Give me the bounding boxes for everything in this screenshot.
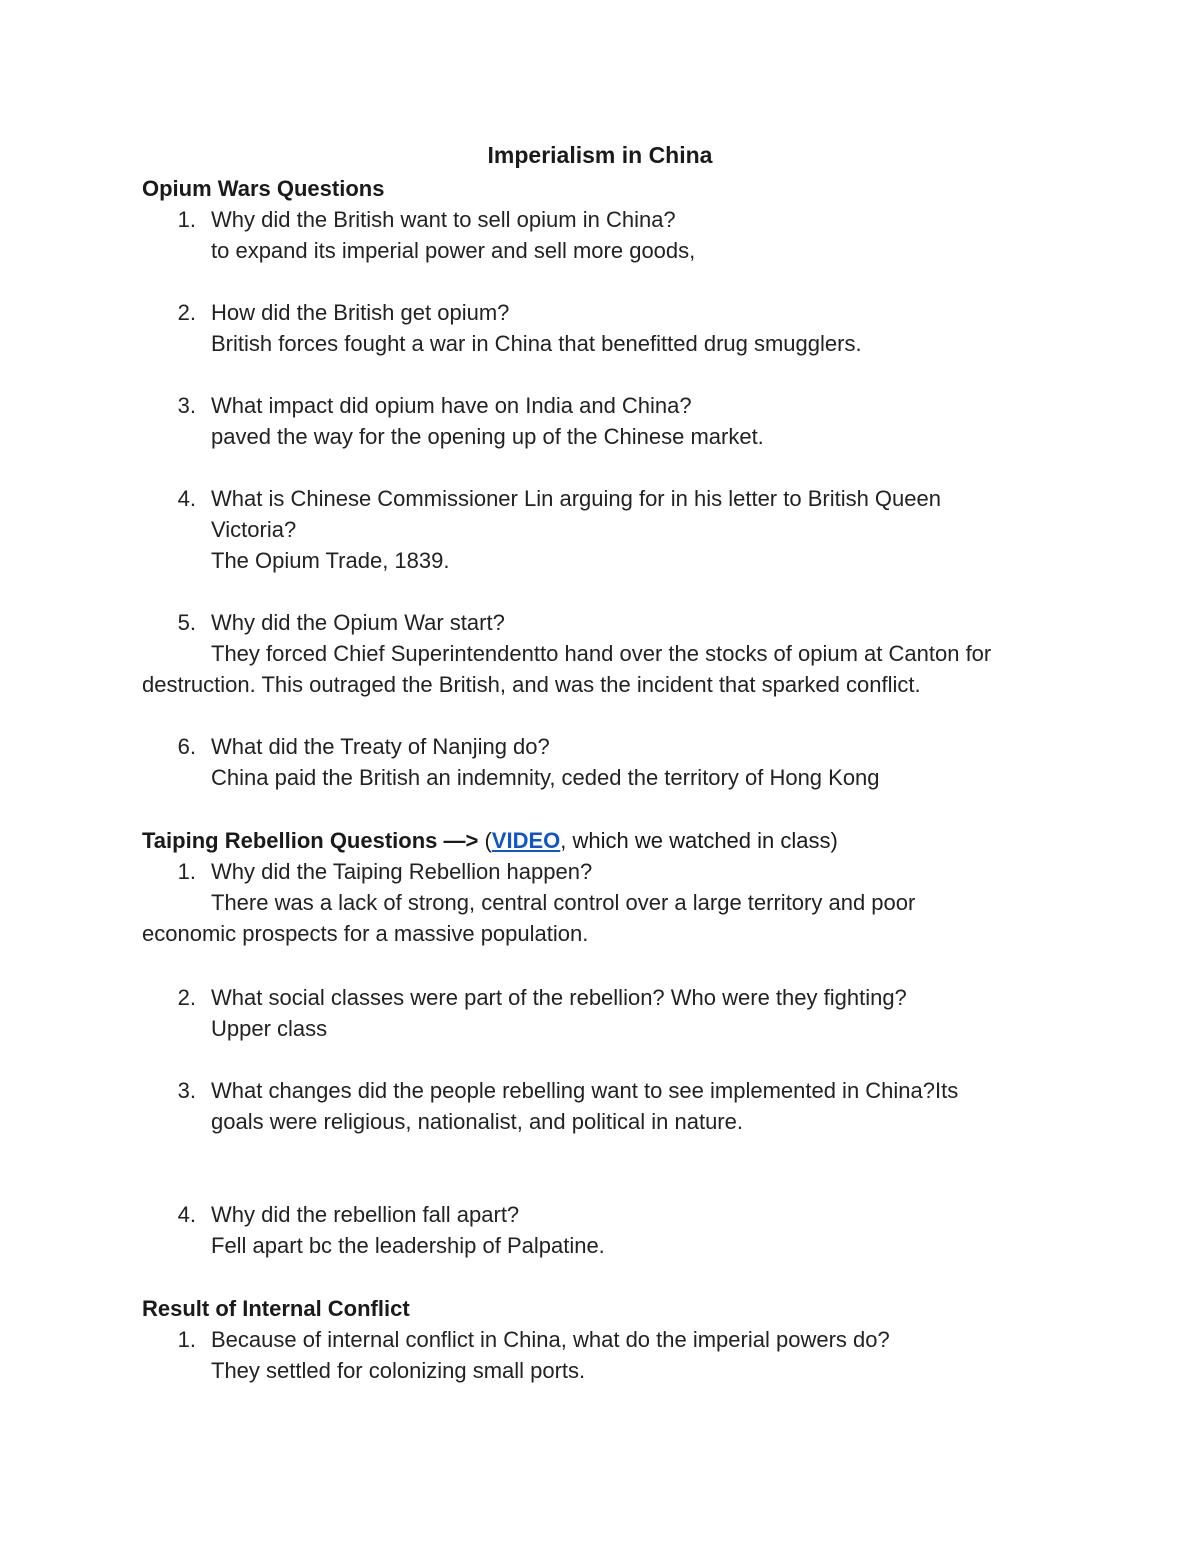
question-text: What social classes were part of the rebellion? Who were they fighting?	[211, 985, 907, 1010]
list-number: 1.	[177, 859, 196, 884]
paren-open: (	[484, 828, 492, 853]
answer-text: British forces fought a war in China that benefitted drug smugglers.	[211, 331, 862, 356]
list-number: 6.	[177, 734, 196, 759]
question-text: What is Chinese Commissioner Lin arguing for in his letter to British Queen	[211, 486, 941, 511]
list-number: 3.	[177, 393, 196, 418]
list-number: 4.	[177, 486, 196, 511]
answer-text: to expand its imperial power and sell more goods,	[211, 238, 696, 263]
answer-text: They forced Chief Superintendentto hand over the stocks of opium at Canton for	[211, 641, 992, 666]
section-heading-result: Result of Internal Conflict	[142, 1296, 410, 1321]
section-heading-opium-wars: Opium Wars Questions	[142, 176, 385, 201]
answer-text: There was a lack of strong, central control over a large territory and poor	[211, 890, 916, 915]
question-text: What did the Treaty of Nanjing do?	[211, 734, 550, 759]
question-text-continued: Victoria?	[211, 517, 297, 542]
list-number: 5.	[177, 610, 196, 635]
answer-text: Upper class	[211, 1016, 328, 1041]
answer-text: The Opium Trade, 1839.	[211, 548, 450, 573]
question-text: Why did the Taiping Rebellion happen?	[211, 859, 593, 884]
list-number: 3.	[177, 1078, 196, 1103]
list-number: 1.	[177, 207, 196, 232]
question-text: How did the British get opium?	[211, 300, 510, 325]
list-number: 2.	[177, 300, 196, 325]
answer-text: Fell apart bc the leadership of Palpatine.	[211, 1233, 605, 1258]
answer-text-continued: destruction. This outraged the British, and was the incident that sparked conflict.	[142, 672, 921, 697]
list-number: 2.	[177, 985, 196, 1010]
question-text-continued: goals were religious, nationalist, and political in nature.	[211, 1109, 743, 1134]
question-text: Why did the British want to sell opium in China?	[211, 207, 676, 232]
answer-text: paved the way for the opening up of the Chinese market.	[211, 424, 764, 449]
question-text: What impact did opium have on India and China?	[211, 393, 692, 418]
question-text: What changes did the people rebelling want to see implemented in China?Its	[211, 1078, 959, 1103]
answer-text: They settled for colonizing small ports.	[211, 1358, 586, 1383]
question-text: Because of internal conflict in China, what do the imperial powers do?	[211, 1327, 890, 1352]
section-heading-text: Taiping Rebellion Questions —>	[142, 828, 485, 853]
answer-text-continued: economic prospects for a massive population.	[142, 921, 589, 946]
section-heading-taiping	[142, 825, 838, 856]
section-heading-rest: , which we watched in class)	[560, 828, 838, 853]
question-text: Why did the Opium War start?	[211, 610, 505, 635]
question-text: Why did the rebellion fall apart?	[211, 1202, 520, 1227]
video-link[interactable]: VIDEO	[491, 828, 561, 853]
answer-text: China paid the British an indemnity, ceded the territory of Hong Kong	[211, 765, 880, 790]
list-number: 1.	[177, 1327, 196, 1352]
list-number: 4.	[177, 1202, 196, 1227]
document-title: Imperialism in China	[487, 142, 713, 168]
